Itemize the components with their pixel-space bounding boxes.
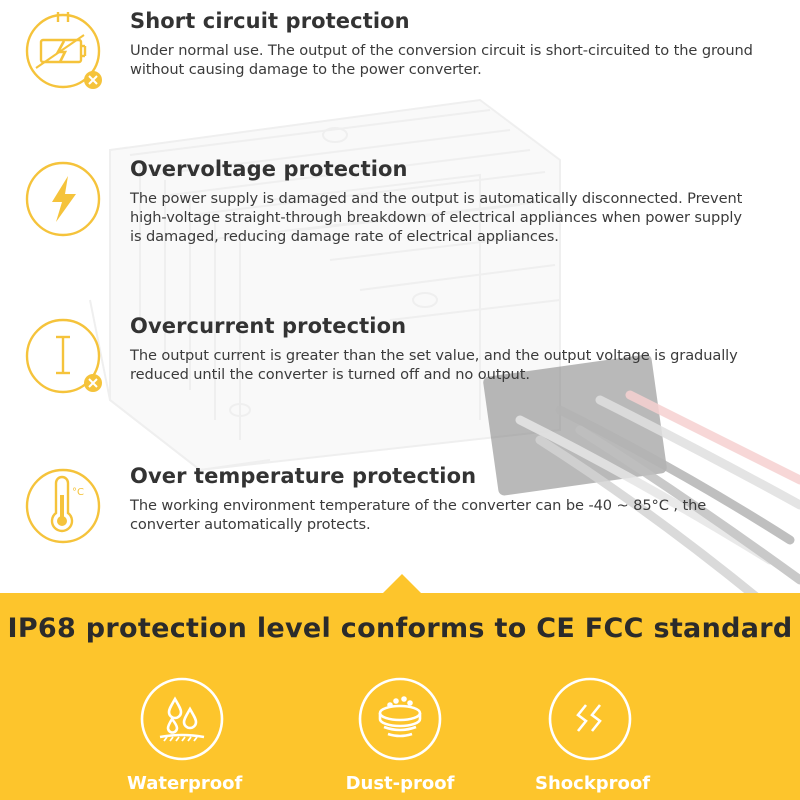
feature-description: The working environment temperature of the converter can be -40 ~ 85°C , the converter automatically protects.: [130, 497, 707, 533]
feature-description: The output current is greater than the set value, and the output voltage is gradually reduced until the converter is turned off and no output.: [130, 347, 738, 383]
feature-title: Overvoltage protection: [130, 157, 408, 181]
water-drops-icon: [138, 675, 226, 763]
battery-short-circuit-icon: [22, 10, 104, 92]
banner-notch: [382, 574, 422, 594]
badge-label: Waterproof: [127, 773, 243, 794]
badge-shockproof: [535, 675, 651, 794]
badge-waterproof: [127, 675, 243, 794]
badge-label: Dust-proof: [345, 773, 455, 794]
badge-dust-proof: [345, 675, 455, 794]
shock-icon: [546, 675, 634, 763]
thermometer-icon: [22, 465, 104, 547]
feature-description: The power supply is damaged and the output is automatically disconnected. Prevent high-voltage straight-through breakdown of electrical appliances when power supply is damaged, reducing damage rate of electrical appliances.: [130, 190, 743, 245]
feature-title: Over temperature protection: [130, 464, 477, 488]
badge-label: Shockproof: [535, 773, 651, 794]
feature-title: Overcurrent protection: [130, 314, 407, 338]
feature-description: Under normal use. The output of the conversion circuit is short-circuited to the ground without causing damage to the power converter.: [130, 42, 753, 78]
feature-title: Short circuit protection: [130, 9, 410, 33]
current-limit-icon: [22, 315, 104, 397]
svg-text:°C: °C: [72, 487, 84, 498]
dust-icon: [356, 675, 444, 763]
banner-title: IP68 protection level conforms to CE FCC standard: [7, 613, 793, 644]
protection-banner: [0, 593, 800, 800]
lightning-bolt-icon: [22, 158, 104, 240]
